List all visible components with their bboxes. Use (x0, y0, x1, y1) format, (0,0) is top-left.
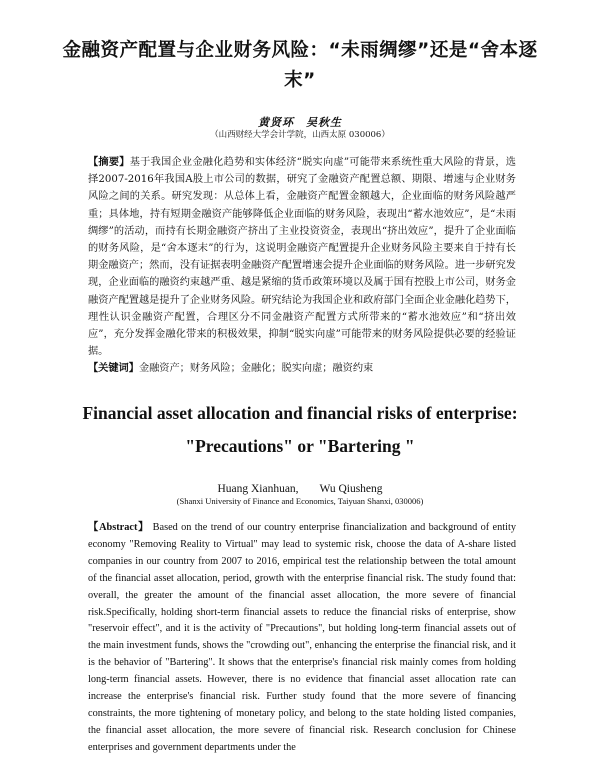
chinese-abstract-text: 基于我国企业金融化趋势和实体经济“脱实向虚”可能带来系统性重大风险的背景，选择2007-2016年我国A股上市公司的数据，研究了金融资产配置总额、期限、增速与企业财务风险之间的关系。研究发现：从总体上看，金融资产配置金额越大，企业面临的财务风险越严重；具体地，持有短期金融资产能够降低企业面临的财务风险，表现出“蓄水池效应”，是“未雨绸缪”的活动，而持有长期金融资产挤出了主业投资资金，表现出“挤出效应”，提升了企业面临的财务风险，是“舍本逐末”的行为，这说明金融资产配置提升企业财务风险主要来自于持有长期金融资产；然而，没有证据表明金融资产配置增速会提升企业面临的财务风险。进一步研究发现，企业面临的融资约束越严重、越是紧缩的货币政策环境以及属于国有控股上市公司，财务金融资产配置越是提升了企业财务风险。研究结论为我国企业和政府部门全面企业金融化趋势下，理性认识金融资产配置，合理区分不同金融资产配置方式所带来的“蓄水池效应”和“挤出效应”，充分发挥金融化带来的积极效果，抑制“脱实向虚”可能带来的财务风险提供必要的经验证据。 (88, 157, 516, 358)
english-title (50, 397, 550, 463)
chinese-abstract (88, 154, 516, 360)
english-author-1: Huang Xianhuan, (217, 483, 299, 495)
english-authors (0, 483, 600, 495)
english-abstract (88, 520, 516, 757)
chinese-keywords-label: 【关键词】 (88, 363, 139, 374)
chinese-abstract-label: 【摘要】 (88, 157, 130, 168)
english-title-line1: Financial asset allocation and financial risks of enterprise: (82, 403, 518, 423)
chinese-authors: 黄贤环 吴秋生 (258, 116, 342, 129)
chinese-affiliation: （山西财经大学会计学院，山西太原 030006） (210, 130, 390, 140)
chinese-title: 金融资产配置与企业财务风险：“未雨绸缪”还是“舍本逐末” (62, 40, 538, 91)
chinese-keywords (88, 361, 516, 377)
chinese-keywords-text: 金融资产；财务风险；金融化；脱实向虚；融资约束 (138, 363, 374, 374)
english-title-line2: "Precautions" or "Bartering " (185, 436, 415, 456)
english-author-2: Wu Qiusheng (319, 483, 383, 495)
english-abstract-text: Based on the trend of our country enterprise financialization and background of entity economy "Removing Reality to Virtual" may lead to systemic risk, choose the data of A-share listed companies in our country from 2007 to 2016, empirical test the relationship between the total amount of the financial asset allocation, period, growth with the enterprise financial risk. The study found that: overall, the greater the amount of the financial asset allocation, the more severe of financial risk.Specifically, holding short-term financial assets to reduce the financial risks of enterprise, show "reservoir effect", and it is the activity of "Precautions", but holding long-term financial assets out of the main investment funds, shows the "crowding out", enhancing the enterprise the financial risk, and it is the behavior of "Bartering". It shows that the enterprise's financial risk mainly comes from holding long-term financial assets. However, there is no evidence that financial asset allocation rate can increase the enterprise's financial risk. Further study found that the more severe of financing constraints, the more tightening of monetary policy, and belong to the state holding listed companies, the financial asset allocation, the more severe of financial risk. Research conclusion for Chinese enterprises and government departments under the (88, 522, 516, 753)
english-affiliation: (Shanxi University of Finance and Economics, Taiyuan Shanxi, 030006) (176, 496, 424, 506)
english-abstract-label: 【Abstract】 (88, 522, 150, 533)
